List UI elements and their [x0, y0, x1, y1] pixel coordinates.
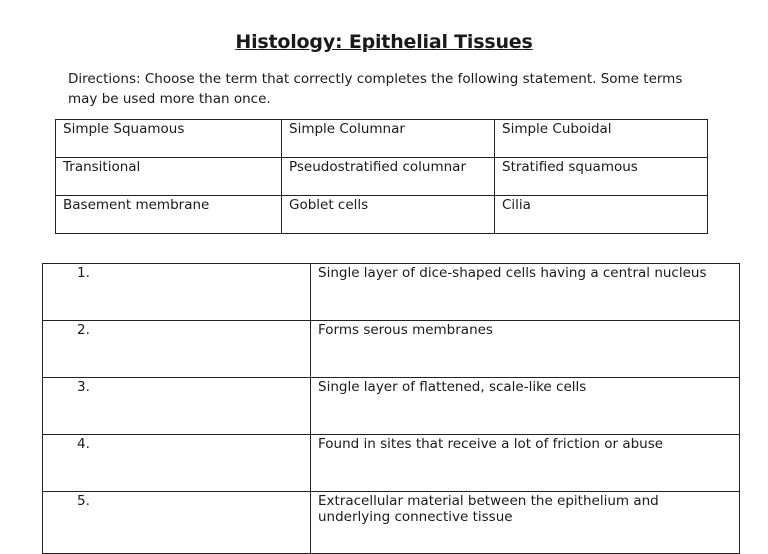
term-cell: Simple Columnar	[282, 120, 495, 158]
question-number[interactable]: 4.	[43, 435, 311, 492]
terms-row	[56, 158, 708, 196]
term-cell: Pseudostratified columnar	[282, 158, 495, 196]
question-number[interactable]: 3.	[43, 378, 311, 435]
directions-text: Directions: Choose the term that correctly completes the following statement. Some terms may be used more than once.	[68, 71, 683, 107]
questions-table	[42, 263, 740, 554]
question-text: Single layer of dice-shaped cells having a central nucleus	[311, 264, 740, 321]
question-row	[43, 264, 740, 321]
question-number[interactable]: 5.	[43, 492, 311, 554]
question-text: Forms serous membranes	[311, 321, 740, 378]
terms-row	[56, 120, 708, 158]
term-cell: Simple Squamous	[56, 120, 282, 158]
term-cell: Cilia	[495, 196, 708, 234]
page-title: Histology: Epithelial Tissues	[235, 31, 533, 53]
terms-row	[56, 196, 708, 234]
question-text: Extracellular material between the epithelium and underlying connective tissue	[311, 492, 740, 554]
term-cell: Stratified squamous	[495, 158, 708, 196]
term-cell: Basement membrane	[56, 196, 282, 234]
question-row	[43, 492, 740, 554]
question-number[interactable]: 2.	[43, 321, 311, 378]
question-row	[43, 435, 740, 492]
question-row	[43, 378, 740, 435]
term-cell: Goblet cells	[282, 196, 495, 234]
question-row	[43, 321, 740, 378]
terms-table	[55, 119, 708, 234]
term-cell: Transitional	[56, 158, 282, 196]
question-number[interactable]: 1.	[43, 264, 311, 321]
question-text: Single layer of flattened, scale-like cells	[311, 378, 740, 435]
question-text: Found in sites that receive a lot of friction or abuse	[311, 435, 740, 492]
term-cell: Simple Cuboidal	[495, 120, 708, 158]
